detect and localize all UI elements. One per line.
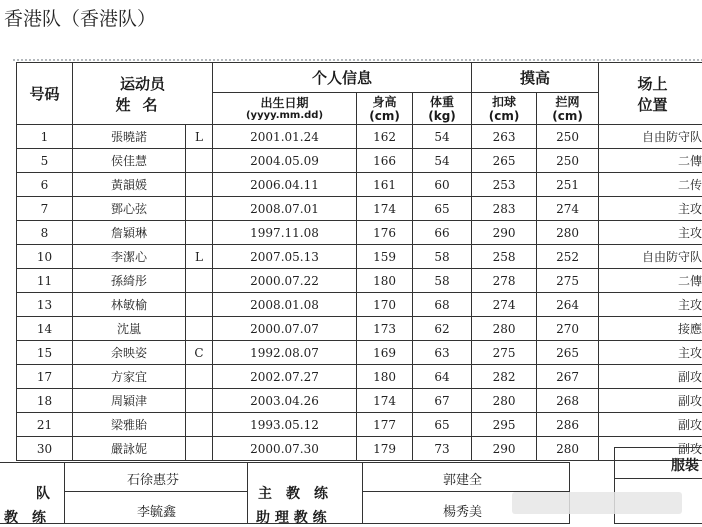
player-position: 二傳 [599,269,702,293]
player-mark [186,365,213,389]
player-position: 接應 [599,317,702,341]
page-title: 香港队（香港队） [4,4,156,31]
player-weight: 68 [413,293,472,317]
player-weight: 62 [413,317,472,341]
player-position: 主攻 [599,221,702,245]
player-dob: 1992.08.07 [213,341,357,365]
player-number: 1 [17,125,73,149]
player-spike: 280 [472,317,537,341]
player-mark [186,173,213,197]
asst-coach-label: 助 理 教 练 [256,507,327,527]
player-height: 180 [357,365,413,389]
head-coach-cell [362,462,570,492]
player-weight: 65 [413,197,472,221]
player-mark: C [186,341,213,365]
player-block: 286 [537,413,599,437]
player-number: 15 [17,341,73,365]
head-coach-name: 郭建全 [443,469,482,488]
staff-label-cell [0,462,65,524]
staff-name-cell-1 [64,462,248,492]
player-weight: 63 [413,341,472,365]
player-weight: 67 [413,389,472,413]
table-row [17,221,702,245]
player-height: 176 [357,221,413,245]
player-spike: 258 [472,245,537,269]
player-weight: 58 [413,245,472,269]
player-mark [186,149,213,173]
player-name: 沈嵐 [73,317,186,341]
player-height: 170 [357,293,413,317]
player-name: 林敏榆 [73,293,186,317]
player-mark: L [186,125,213,149]
coach-label-cell [247,462,363,524]
player-mark [186,293,213,317]
player-weight: 58 [413,269,472,293]
team-label: 队 [36,483,50,503]
dotted-divider [12,59,702,61]
player-dob: 2002.07.27 [213,365,357,389]
player-spike: 275 [472,341,537,365]
player-number: 6 [17,173,73,197]
player-height: 169 [357,341,413,365]
player-block: 251 [537,173,599,197]
player-position: 二傳 [599,149,702,173]
player-position: 二传 [599,173,702,197]
player-name: 張曉諾 [73,125,186,149]
roster-table [16,62,702,461]
player-number: 14 [17,317,73,341]
player-mark [186,413,213,437]
player-block: 280 [537,437,599,461]
player-number: 30 [17,437,73,461]
player-position: 主攻 [599,197,702,221]
player-spike: 274 [472,293,537,317]
player-spike: 290 [472,221,537,245]
player-dob: 2003.04.26 [213,389,357,413]
player-block: 267 [537,365,599,389]
player-block: 250 [537,149,599,173]
player-spike: 282 [472,365,537,389]
player-position: 副攻 [599,389,702,413]
player-name: 周穎津 [73,389,186,413]
player-height: 159 [357,245,413,269]
player-block: 265 [537,341,599,365]
player-spike: 263 [472,125,537,149]
player-height: 174 [357,197,413,221]
player-number: 8 [17,221,73,245]
player-name: 黃韻媛 [73,173,186,197]
player-dob: 2000.07.30 [213,437,357,461]
player-position: 主攻 [599,293,702,317]
player-mark [186,317,213,341]
header-weight: 体重 (kg) [413,93,472,125]
uniform-cell [614,447,702,479]
table-row [17,389,702,413]
player-number: 13 [17,293,73,317]
player-height: 179 [357,437,413,461]
player-block: 274 [537,197,599,221]
player-mark [186,221,213,245]
player-mark [186,269,213,293]
player-dob: 2004.05.09 [213,149,357,173]
player-height: 166 [357,149,413,173]
player-block: 268 [537,389,599,413]
table-row [17,413,702,437]
table-row [17,269,702,293]
table-row [17,293,702,317]
player-height: 173 [357,317,413,341]
player-weight: 54 [413,125,472,149]
table-row [17,149,702,173]
player-spike: 290 [472,437,537,461]
player-name: 梁雅貽 [73,413,186,437]
player-dob: 2007.05.13 [213,245,357,269]
header-spike: 扣球 (cm) [472,93,537,125]
player-name: 孫綺彤 [73,269,186,293]
header-athlete-name: 运动员 姓名 [73,63,213,125]
table-row [17,197,702,221]
player-number: 7 [17,197,73,221]
table-row [17,365,702,389]
player-position: 自由防守队 [599,125,702,149]
header-dob: 出生日期 (yyyy.mm.dd) [213,93,357,125]
player-weight: 66 [413,221,472,245]
player-dob: 2001.01.24 [213,125,357,149]
player-position: 副攻 [599,365,702,389]
player-block: 275 [537,269,599,293]
player-dob: 1993.05.12 [213,413,357,437]
header-personal-info: 个人信息 [213,63,472,93]
player-position: 副攻 [599,437,702,461]
table-row [17,317,702,341]
player-dob: 2000.07.22 [213,269,357,293]
player-name: 李潔心 [73,245,186,269]
player-spike: 253 [472,173,537,197]
player-mark [186,389,213,413]
player-number: 21 [17,413,73,437]
player-height: 161 [357,173,413,197]
head-coach-label: 主 教 练 [258,483,328,503]
table-row [17,341,702,365]
header-height: 身高 (cm) [357,93,413,125]
player-spike: 283 [472,197,537,221]
player-weight: 64 [413,365,472,389]
player-name: 余映姿 [73,341,186,365]
player-block: 270 [537,317,599,341]
header-position: 场上 位置 [599,63,702,125]
player-height: 174 [357,389,413,413]
header-number: 号码 [17,63,73,125]
watermark-overlay [512,492,682,514]
player-dob: 2008.01.08 [213,293,357,317]
player-block: 250 [537,125,599,149]
player-weight: 73 [413,437,472,461]
player-spike: 265 [472,149,537,173]
player-weight: 54 [413,149,472,173]
table-row [17,245,702,269]
player-dob: 2008.07.01 [213,197,357,221]
player-mark [186,197,213,221]
player-height: 162 [357,125,413,149]
player-mark: L [186,245,213,269]
player-name: 嚴詠妮 [73,437,186,461]
coach-label: 教 练 [4,507,46,527]
player-position: 副攻 [599,413,702,437]
table-row [17,437,702,461]
player-name: 方家宜 [73,365,186,389]
player-name: 侯佳慧 [73,149,186,173]
player-mark [186,437,213,461]
table-row [17,173,702,197]
player-weight: 60 [413,173,472,197]
player-number: 18 [17,389,73,413]
player-block: 264 [537,293,599,317]
player-block: 280 [537,221,599,245]
table-row [17,125,702,149]
staff-name-2: 李毓鑫 [137,501,176,520]
player-number: 11 [17,269,73,293]
player-spike: 280 [472,389,537,413]
player-position: 主攻 [599,341,702,365]
player-number: 17 [17,365,73,389]
player-name: 詹穎琳 [73,221,186,245]
player-number: 5 [17,149,73,173]
player-dob: 2006.04.11 [213,173,357,197]
player-height: 180 [357,269,413,293]
player-name: 鄧心弦 [73,197,186,221]
staff-name-1: 石徐惠芬 [127,469,179,488]
player-dob: 1997.11.08 [213,221,357,245]
player-height: 177 [357,413,413,437]
player-spike: 278 [472,269,537,293]
uniform-label: 服裝 [671,455,699,475]
header-reach: 摸高 [472,63,599,93]
player-block: 252 [537,245,599,269]
player-spike: 295 [472,413,537,437]
staff-name-cell-2 [64,491,248,524]
header-block: 拦网 (cm) [537,93,599,125]
asst-coach-name: 楊秀美 [443,501,482,520]
player-dob: 2000.07.07 [213,317,357,341]
player-position: 自由防守队 [599,245,702,269]
player-number: 10 [17,245,73,269]
player-weight: 65 [413,413,472,437]
